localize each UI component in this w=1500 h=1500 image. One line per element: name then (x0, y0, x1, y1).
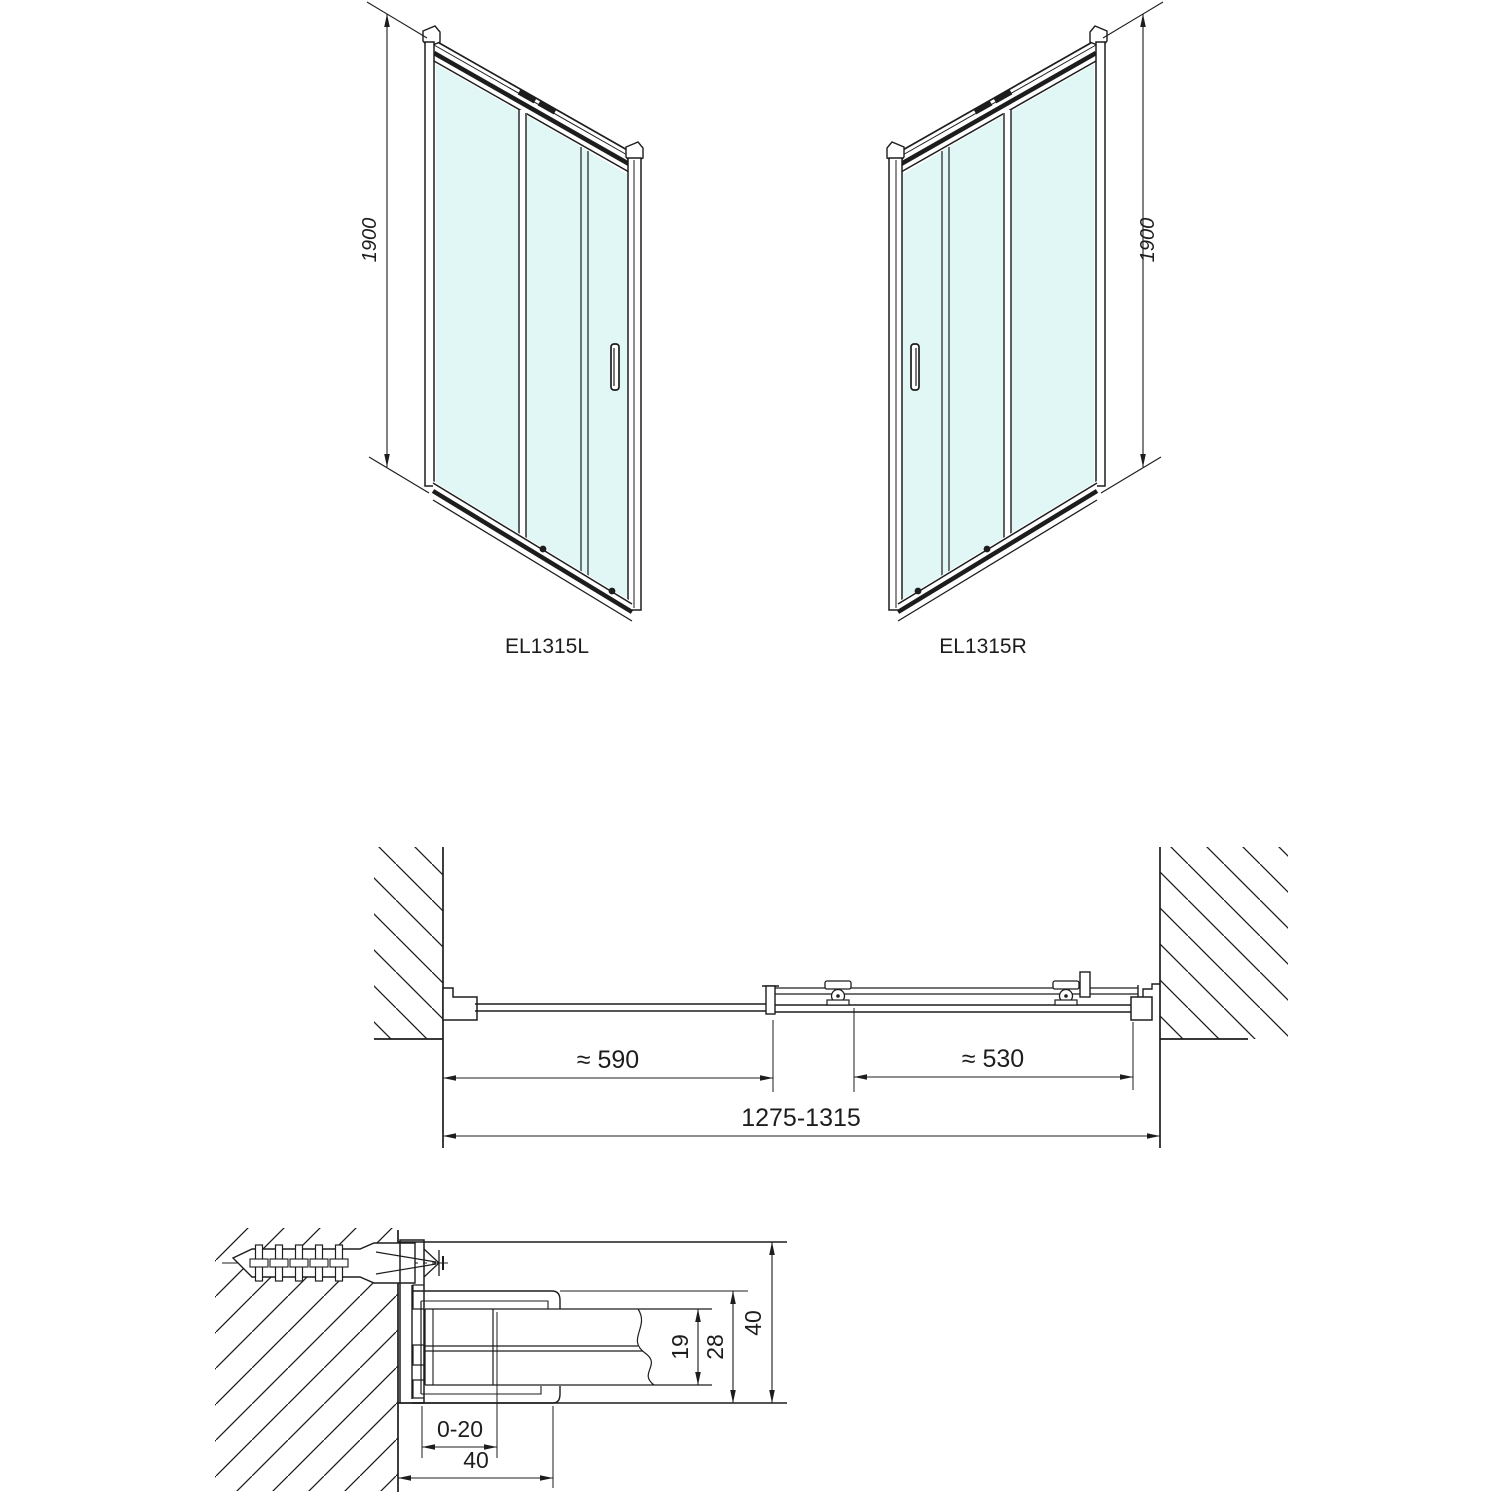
dim-arrow-icon (1140, 454, 1146, 467)
right-door-elevation (887, 2, 1163, 623)
right-door-model-label: EL1315R (939, 635, 1027, 658)
right-wall-profile-step (1143, 984, 1160, 997)
dim-arrow-icon (769, 1242, 775, 1255)
fixed-width-dimension-label: ≈ 590 (576, 1046, 640, 1074)
dim-arrow-icon (540, 1475, 553, 1481)
dim-arrow-icon (695, 1372, 701, 1385)
left-height-dimension-label: 1900 (359, 217, 381, 263)
overall-depth-label: 40 (740, 1310, 766, 1336)
dim-arrow-icon (1147, 1133, 1160, 1139)
roller-screw-icon (609, 588, 616, 595)
break-line-squiggle (637, 1309, 654, 1385)
dim-extension-tick (369, 457, 429, 493)
jamb-profile-top-inner (421, 1301, 548, 1309)
left-door-elevation (367, 2, 643, 623)
dim-extension-tick (1103, 2, 1163, 38)
left-wall-hatch (374, 847, 443, 1039)
left-frame-post (1096, 42, 1105, 486)
left-door-model-label: EL1315L (504, 635, 590, 658)
roller-screw-icon (540, 546, 547, 553)
dim-arrow-icon (854, 1074, 867, 1080)
dim-arrow-icon (443, 1075, 456, 1081)
dim-arrow-icon (769, 1390, 775, 1403)
glass-channel-depth-label: 19 (667, 1334, 693, 1360)
slider-width-dimension-label: ≈ 530 (961, 1045, 1025, 1073)
plan-section-view (374, 847, 1288, 1148)
profile-width-label: 40 (463, 1447, 489, 1473)
door-stopper (1080, 972, 1090, 997)
dim-arrow-icon (384, 14, 390, 27)
jamb-profile-bottom-inner (421, 1386, 541, 1394)
right-height-dimension-label: 1900 (1137, 217, 1159, 263)
adjustment-range-label: 0-20 (436, 1416, 484, 1442)
roller-carriage (825, 981, 851, 1005)
inner-depth-label: 28 (702, 1334, 728, 1360)
door-handle (911, 344, 919, 390)
overall-width-dimension-label: 1275-1315 (741, 1104, 861, 1132)
dim-arrow-icon (384, 454, 390, 467)
left-wall-bracket (443, 988, 477, 1020)
left-frame-post (425, 42, 434, 486)
dim-arrow-icon (760, 1075, 773, 1081)
door-geometry-right (887, 2, 1163, 623)
dim-extension-tick (367, 2, 427, 38)
roller-screw-icon (915, 588, 922, 595)
dim-arrow-icon (422, 1444, 435, 1450)
dim-arrow-icon (730, 1390, 736, 1403)
fixed-panel-end-post (766, 986, 775, 1014)
door-handle (611, 344, 619, 390)
dim-arrow-icon (730, 1291, 736, 1304)
right-wall-hatch (1160, 847, 1288, 1039)
roller-screw-icon (984, 546, 991, 553)
dim-arrow-icon (1140, 14, 1146, 27)
jamb-profile-top-flange (412, 1291, 560, 1309)
dim-arrow-icon (695, 1309, 701, 1322)
roller-carriage (1053, 981, 1079, 1005)
door-geometry-left (367, 2, 643, 623)
dim-arrow-icon (443, 1133, 456, 1139)
right-wall-bracket (1131, 997, 1152, 1020)
dim-arrow-icon (398, 1475, 411, 1481)
dim-extension-tick (1101, 457, 1161, 493)
wall-profile-detail (215, 1228, 787, 1492)
dim-arrow-icon (1120, 1074, 1133, 1080)
